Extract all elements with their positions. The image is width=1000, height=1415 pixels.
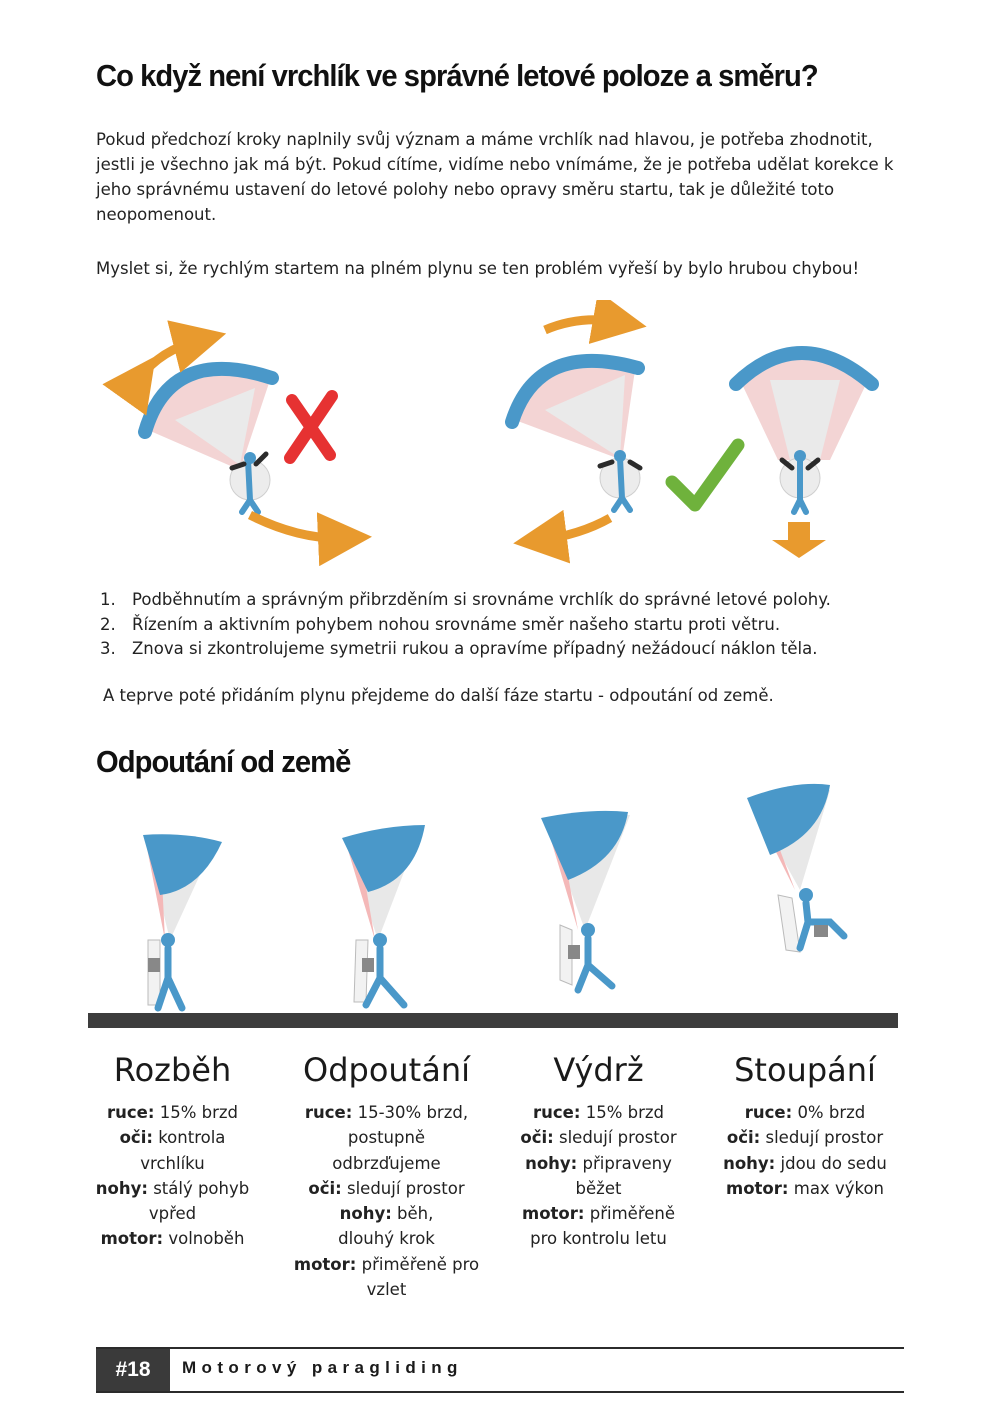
stage-rozbeh: Rozběh ruce: 15% brzd oči: kontrola vrchlíku nohy: stálý pohyb vpřed motor: volnoběh — [70, 1048, 275, 1252]
correct-check-icon — [672, 445, 738, 505]
section-title: Odpoutání od země — [96, 744, 351, 779]
list-item: 3. Znova si zkontrolujeme symetrii rukou a opravíme případný nežádoucí náklon těla. — [100, 639, 818, 658]
stage-name: Stoupání — [734, 1051, 876, 1089]
stage-name: Rozběh — [113, 1051, 232, 1089]
after-steps-text: A teprve poté přidáním plynu přejdeme do další fáze startu - odpoutání od země. — [103, 686, 774, 705]
tilted-canopy — [145, 369, 272, 512]
stage-stoupani: Stoupání ruce: 0% brzd oči: sledují prostor nohy: jdou do sedu motor: max výkon — [700, 1048, 910, 1201]
page-title: Co když není vrchlík ve správné letové poloze a směru? — [96, 58, 818, 93]
correction-steps-list — [100, 588, 920, 662]
stage-odpoutani-figure — [342, 825, 425, 1005]
wrong-cross-icon — [290, 396, 332, 458]
intro-paragraph: Pokud předchozí kroky naplnily svůj význam a máme vrchlík nad hlavou, je potřeba zhodnotit, jestli je všechno jak má být. Pokud cítíme, vidíme nebo vnímáme, že je potřeba udělat korekce k jeho správnému ustavení do letové polohy nebo opravy směru startu, tak je důležité toto neopomenout. — [96, 130, 894, 224]
stage-odpoutani: Odpoutání ruce: 15-30% brzd, postupně odbrzďujeme oči: sledují prostor nohy: běh, dlouhý krok motor: přiměřeně pro vzlet — [284, 1048, 489, 1302]
stage-rozbeh-figure — [143, 834, 222, 1008]
stage-vydrz: Výdrž ruce: 15% brzd oči: sledují prostor nohy: připraveny běžet motor: přiměřeně pro kontrolu letu — [496, 1048, 701, 1252]
canopy-correction-illustration — [0, 300, 1000, 570]
warning-paragraph: Myslet si, že rychlým startem na plném plynu se ten problém vyřeší by bylo hrubou chybou! — [96, 259, 860, 278]
stage-stoupani-figure — [747, 784, 844, 952]
stage-name: Odpoutání — [303, 1051, 470, 1089]
stage-name: Výdrž — [553, 1051, 644, 1089]
list-item: 2. Řízením a aktivním pohybem nohou srovnáme směr našeho startu proti větru. — [100, 614, 781, 634]
down-arrow-icon — [772, 522, 826, 558]
takeoff-stages-illustration — [0, 780, 1000, 1040]
footer-bottom-rule — [96, 1391, 904, 1393]
corrected-direction-canopy — [512, 361, 640, 510]
book-title: Motorový paragliding — [182, 1358, 463, 1377]
list-item: 1. Podběhnutím a správným přibrzděním si srovnáme vrchlík do správné letové polohy. — [100, 590, 831, 609]
ground-line — [88, 1013, 898, 1028]
stage-vydrz-figure — [541, 811, 630, 990]
page-number: #18 — [96, 1349, 170, 1391]
correct-canopy — [736, 353, 872, 512]
footer-top-rule — [96, 1347, 904, 1349]
